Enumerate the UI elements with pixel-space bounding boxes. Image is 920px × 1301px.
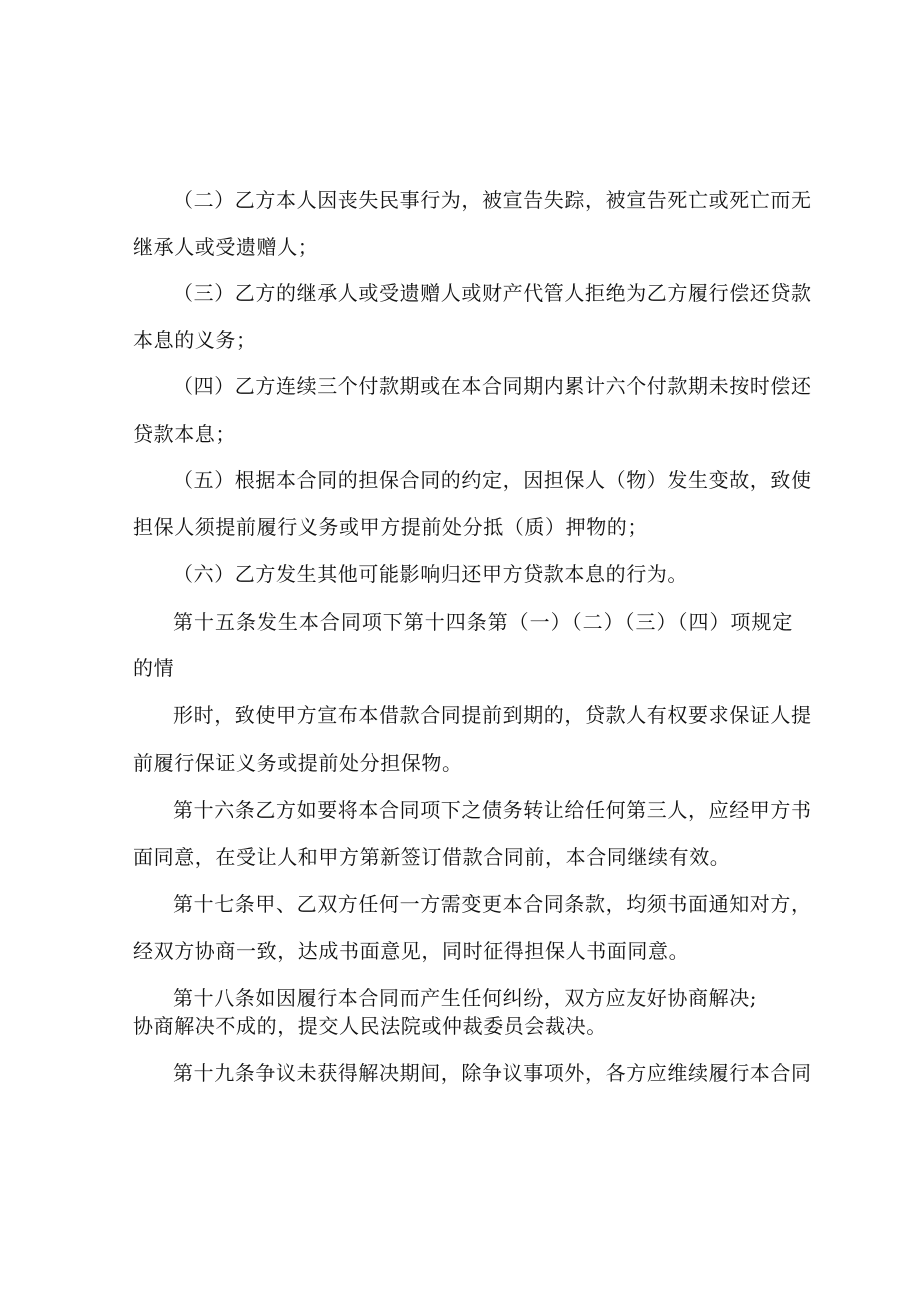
clause-line: （六）乙方发生其他可能影响归还甲方贷款本息的行为。	[173, 562, 688, 586]
article-line: 第十六条乙方如要将本合同项下之债务转让给任何第三人，应经甲方书	[173, 798, 812, 822]
article-line: 第十五条发生本合同项下第十四条第（一）（二）（三）（四）项规定	[173, 610, 793, 634]
clause-line: （二）乙方本人因丧失民事行为，被宣告失踪，被宣告死亡或死亡而无	[173, 188, 812, 212]
clause-line: 贷款本息；	[133, 422, 236, 446]
article-line: 的情	[133, 656, 175, 680]
article-line: 形时，致使甲方宣布本借款合同提前到期的，贷款人有权要求保证人提	[173, 703, 812, 727]
clause-line: 担保人须提前履行义务或甲方提前处分抵（质）押物的；	[133, 515, 648, 539]
article-line: 第十七条甲、乙双方任何一方需变更本合同条款，均须书面通知对方，	[173, 892, 812, 916]
article-line: 经双方协商一致，达成书面意见，同时征得担保人书面同意。	[133, 939, 690, 963]
article-line: 协商解决不成的，提交人民法院或仲裁委员会裁决。	[133, 1014, 607, 1038]
article-line: 第十九条争议未获得解决期间，除争议事项外，各方应维续履行本合同	[173, 1061, 812, 1085]
clause-line: 继承人或受遗赠人；	[133, 235, 319, 259]
clause-line: （三）乙方的继承人或受遗赠人或财产代管人拒绝为乙方履行偿还贷款	[173, 281, 812, 305]
article-line: 面同意，在受让人和甲方第新签订借款合同前，本合同继续有效。	[133, 845, 731, 869]
article-line: 第十八条如因履行本合同而产生任何纠纷，双方应友好协商解决;	[173, 986, 758, 1010]
clause-line: 本息的义务；	[133, 328, 257, 352]
clause-line: （四）乙方连续三个付款期或在本合同期内累计六个付款期未按时偿还	[173, 374, 812, 398]
article-line: 前履行保证义务或提前处分担保物。	[133, 751, 463, 775]
clause-line: （五）根据本合同的担保合同的约定，因担保人（物）发生变故，致使	[173, 468, 812, 492]
